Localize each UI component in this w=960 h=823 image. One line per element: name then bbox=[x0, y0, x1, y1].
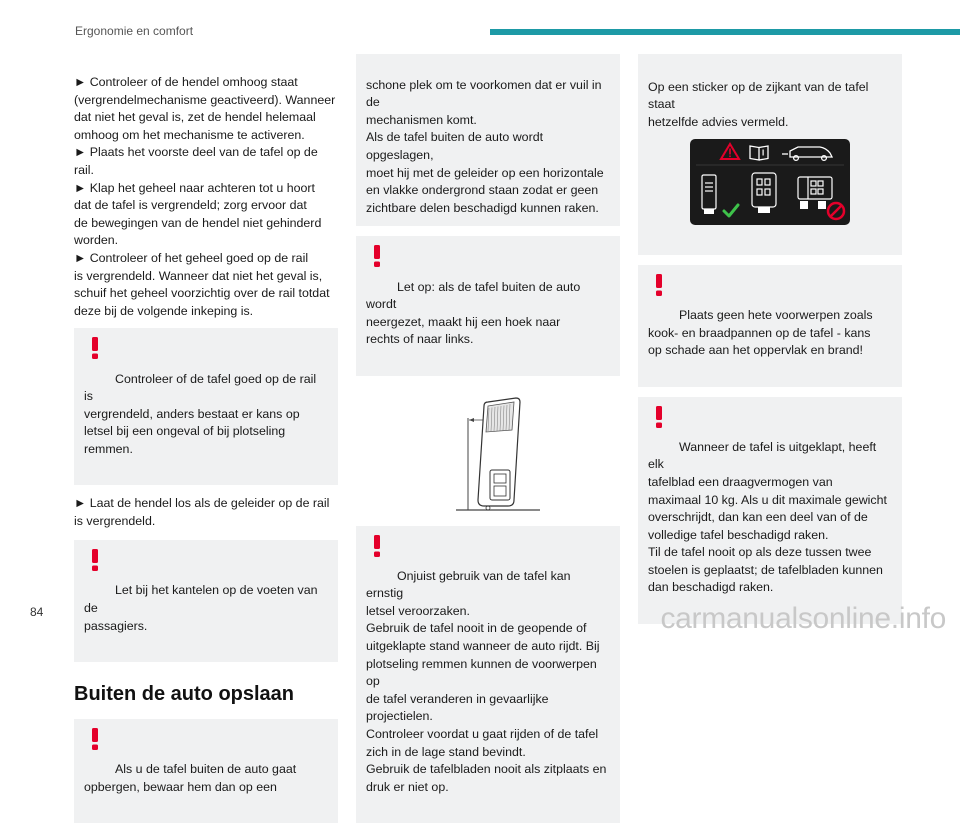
section-title: Buiten de auto opslaan bbox=[74, 682, 338, 706]
table-tilt-illustration bbox=[356, 388, 620, 516]
warning-box bbox=[356, 236, 620, 375]
page-number: 84 bbox=[30, 605, 43, 619]
warning-text: Onjuist gebruik van de tafel kan ernstig letsel veroorzaken. Gebruik de tafel nooit in de geopende of uitgeklapte stand wanneer de auto rijdt. Bij plotseling remmen kunnen de voorwerpen op de tafel veranderen in gevaarlijke projectielen. Controleer voordat u gaat rijden of de tafel zich in de lage stand bevindt. Gebruik de tafelbladen nooit als zitplaats en druk er niet op. bbox=[366, 568, 610, 797]
warning-box bbox=[638, 397, 902, 624]
table-storage-diagram bbox=[428, 388, 548, 516]
release-lever-paragraph: ► Laat de hendel los als de geleider op de rail is vergrendeld. bbox=[74, 495, 338, 530]
warning-exclamation-icon bbox=[88, 337, 102, 359]
column-3 bbox=[638, 54, 902, 624]
watermark: carmanualsonline.info bbox=[660, 602, 946, 636]
warning-text: Controleer of de tafel goed op de rail is vergrendeld, anders bestaat er kans op letsel bij een ongeval of bij plotseling remmen. bbox=[84, 371, 328, 459]
header-title: Ergonomie en comfort bbox=[75, 24, 193, 38]
warning-box bbox=[74, 719, 338, 823]
warning-exclamation-icon bbox=[370, 535, 384, 557]
warning-box-continued bbox=[356, 54, 620, 226]
column-2 bbox=[356, 54, 620, 823]
warning-text: Als u de tafel buiten de auto gaat opbergen, bewaar hem dan op een bbox=[84, 761, 328, 796]
warning-exclamation-icon bbox=[370, 245, 384, 267]
column-1 bbox=[74, 74, 338, 823]
warning-exclamation-icon bbox=[88, 549, 102, 571]
warning-text: Plaats geen hete voorwerpen zoals kook- en braadpannen op de tafel - kans op schade aan het oppervlak en brand! bbox=[648, 307, 892, 360]
warning-exclamation-icon bbox=[652, 406, 666, 428]
warning-box bbox=[638, 265, 902, 387]
instructions-paragraph: ► Controleer of de hendel omhoog staat (vergrendelmechanisme geactiveerd). Wanneer dat niet het geval is, zet de hendel helemaal omhoog om het mechanisme te activeren. ► Plaats het voorste deel van de tafel op de rail. ► Klap het geheel naar achteren tot u hoort dat de tafel is vergrendeld; zorg ervoor dat de bewegingen van de hendel niet gehinderd worden. ► Controleer of het geheel goed op de rail is vergrendeld. Wanneer dat niet het geval is, schuif het geheel voorzichtig over de rail totdat deze bij de volgende inkeping is. bbox=[74, 74, 338, 320]
warning-exclamation-icon bbox=[88, 728, 102, 750]
sticker-intro-text: Op een sticker op de zijkant van de tafel staat hetzelfde advies vermeld. bbox=[648, 80, 868, 129]
warning-text: Let op: als de tafel buiten de auto wordt neergezet, maakt hij een hoek naar rechts of naar links. bbox=[366, 279, 610, 349]
warning-box bbox=[74, 540, 338, 662]
warning-exclamation-icon bbox=[652, 274, 666, 296]
warning-box bbox=[74, 328, 338, 485]
warning-box bbox=[356, 526, 620, 823]
sticker-info-box bbox=[638, 54, 902, 255]
warning-text: Let bij het kantelen op de voeten van de passagiers. bbox=[84, 582, 328, 635]
sticker-pictogram bbox=[690, 139, 850, 225]
warning-text: schone plek om te voorkomen dat er vuil in de mechanismen komt. Als de tafel buiten de auto wordt opgeslagen, moet hij met de geleider op een horizontale en vlakke ondergrond staan zodat er geen zichtbare delen beschadigd kunnen raken. bbox=[366, 78, 604, 215]
warning-text: Wanneer de tafel is uitgeklapt, heeft elk tafelblad een draagvermogen van maximaal 10 kg. Als u dit maximale gewicht overschrijdt, dan kan een deel van of de volledige tafel beschadigd raken. Til de tafel nooit op als deze tussen twee stoelen is geplaatst; de tafelbladen kunnen dan beschadigd raken. bbox=[648, 439, 892, 597]
header-accent-bar bbox=[490, 29, 960, 35]
